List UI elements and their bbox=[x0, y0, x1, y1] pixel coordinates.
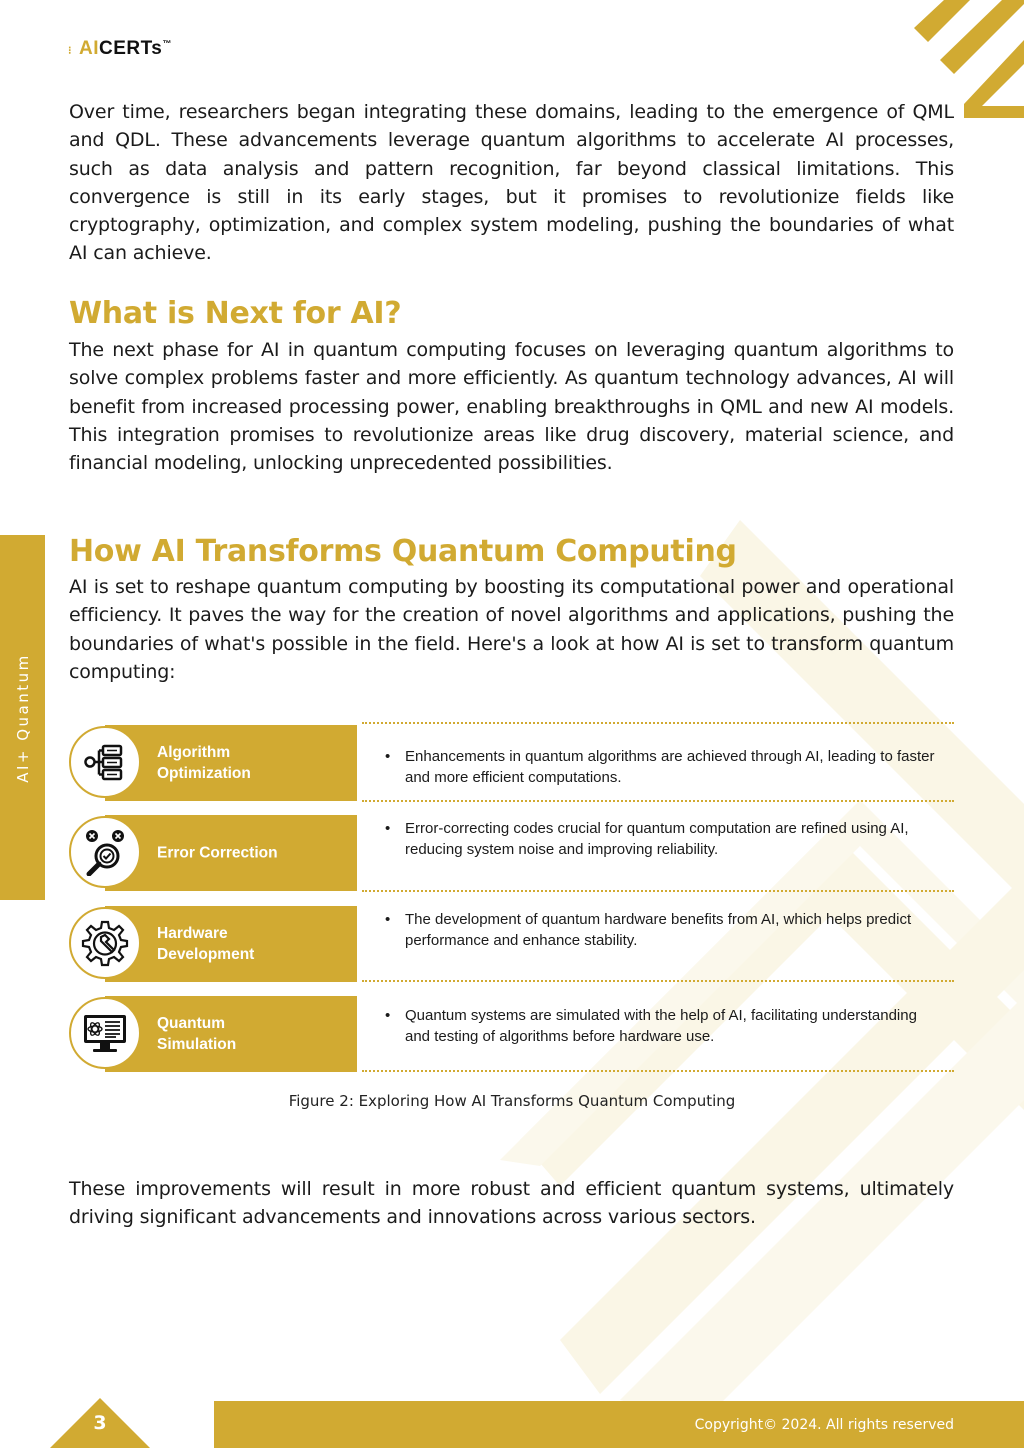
description-text: Error-correcting codes crucial for quantum computation are refined using AI, reducing system noise and improving reliability. bbox=[405, 820, 909, 858]
label-algorithm-optimization: Algorithm Optimization bbox=[157, 744, 251, 782]
copyright-text: Copyright© 2024. All rights reserved bbox=[694, 1416, 954, 1433]
logo-ai-text: AI bbox=[79, 38, 99, 59]
logo-mark-icon: ⁝ bbox=[68, 45, 72, 57]
bullet: • bbox=[385, 820, 391, 837]
footer-bar bbox=[214, 1401, 1024, 1448]
description-hardware-development bbox=[385, 909, 945, 951]
label-error-correction: Error Correction bbox=[157, 844, 278, 862]
how-ai-transforms-paragraph: AI is set to reshape quantum computing by boosting its computational power and operational efficiency. It paves the way for the creation of novel algorithms and applications, pushing the boundaries of what's possible in the field. Here's a look at how AI is set to transform quantum computing: bbox=[69, 576, 954, 683]
heading-what-is-next: What is Next for AI? bbox=[69, 296, 402, 331]
side-tab bbox=[0, 535, 45, 900]
label-hardware-development: Hardware Development bbox=[157, 925, 255, 963]
divider-line bbox=[362, 980, 954, 982]
monitor-atom-icon bbox=[69, 997, 141, 1069]
description-text: Enhancements in quantum algorithms are achieved through AI, leading to faster and more efficient computations. bbox=[405, 748, 935, 786]
magnifier-check-icon bbox=[69, 816, 141, 888]
label-box bbox=[105, 906, 357, 982]
divider-line bbox=[362, 1070, 954, 1072]
gear-icon bbox=[69, 907, 141, 979]
figure-caption: Figure 2: Exploring How AI Transforms Quantum Computing bbox=[288, 1092, 736, 1110]
logo-trademark: ™ bbox=[162, 38, 172, 49]
description-algorithm-optimization bbox=[385, 746, 945, 788]
description-text: The development of quantum hardware benefits from AI, which helps predict performance and enhance stability. bbox=[405, 911, 912, 949]
what-is-next-paragraph: The next phase for AI in quantum computing focuses on leveraging quantum algorithms to solve complex problems faster and more efficiently. As quantum technology advances, AI will benefit from increased processing power, enabling breakthroughs in QML and new AI models. This integration promises to revolutionize areas like drug discovery, material science, and financial modeling, unlocking unprecedented possibilities. bbox=[69, 339, 954, 475]
bullet: • bbox=[385, 1007, 391, 1024]
figure-row-quantum-simulation bbox=[69, 995, 954, 1073]
bullet: • bbox=[385, 911, 391, 928]
figure-ai-transforms-quantum bbox=[69, 722, 954, 1074]
label-quantum-simulation: Quantum Simulation bbox=[157, 1015, 237, 1053]
side-tab-label: AI+ Quantum bbox=[13, 652, 32, 783]
figure-row-hardware-development bbox=[69, 905, 954, 983]
aicerts-logo bbox=[68, 38, 172, 60]
divider-line bbox=[362, 890, 954, 892]
label-box bbox=[105, 815, 357, 891]
label-box bbox=[105, 996, 357, 1072]
page-number: 3 bbox=[93, 1412, 107, 1434]
intro-paragraph: Over time, researchers began integrating these domains, leading to the emergence of QML and QDL. These advancements leverage quantum algorithms to accelerate AI processes, such as data analysis and pattern recognition, far beyond classical limitations. This convergence is still in its early stages, but it promises to revolutionize fields like cryptography, optimization, and complex system modeling, pushing the boundaries of what AI can achieve. bbox=[69, 101, 954, 265]
description-error-correction bbox=[385, 818, 945, 860]
figure-row-error-correction bbox=[69, 814, 954, 892]
label-box bbox=[105, 725, 357, 801]
flowchart-icon bbox=[69, 726, 141, 798]
description-quantum-simulation bbox=[385, 1005, 945, 1047]
divider-line bbox=[362, 800, 954, 802]
description-text: Quantum systems are simulated with the help of AI, facilitating understanding and testing of algorithms before hardware use. bbox=[405, 1007, 917, 1045]
heading-how-ai-transforms: How AI Transforms Quantum Computing bbox=[69, 534, 737, 569]
bullet: • bbox=[385, 748, 391, 765]
figure-row-algorithm-optimization bbox=[69, 724, 954, 802]
closing-paragraph: These improvements will result in more robust and efficient quantum systems, ultimately driving significant advancements and innovations across various sectors. bbox=[69, 1178, 954, 1229]
logo-certs-text: CERTs bbox=[99, 38, 163, 59]
